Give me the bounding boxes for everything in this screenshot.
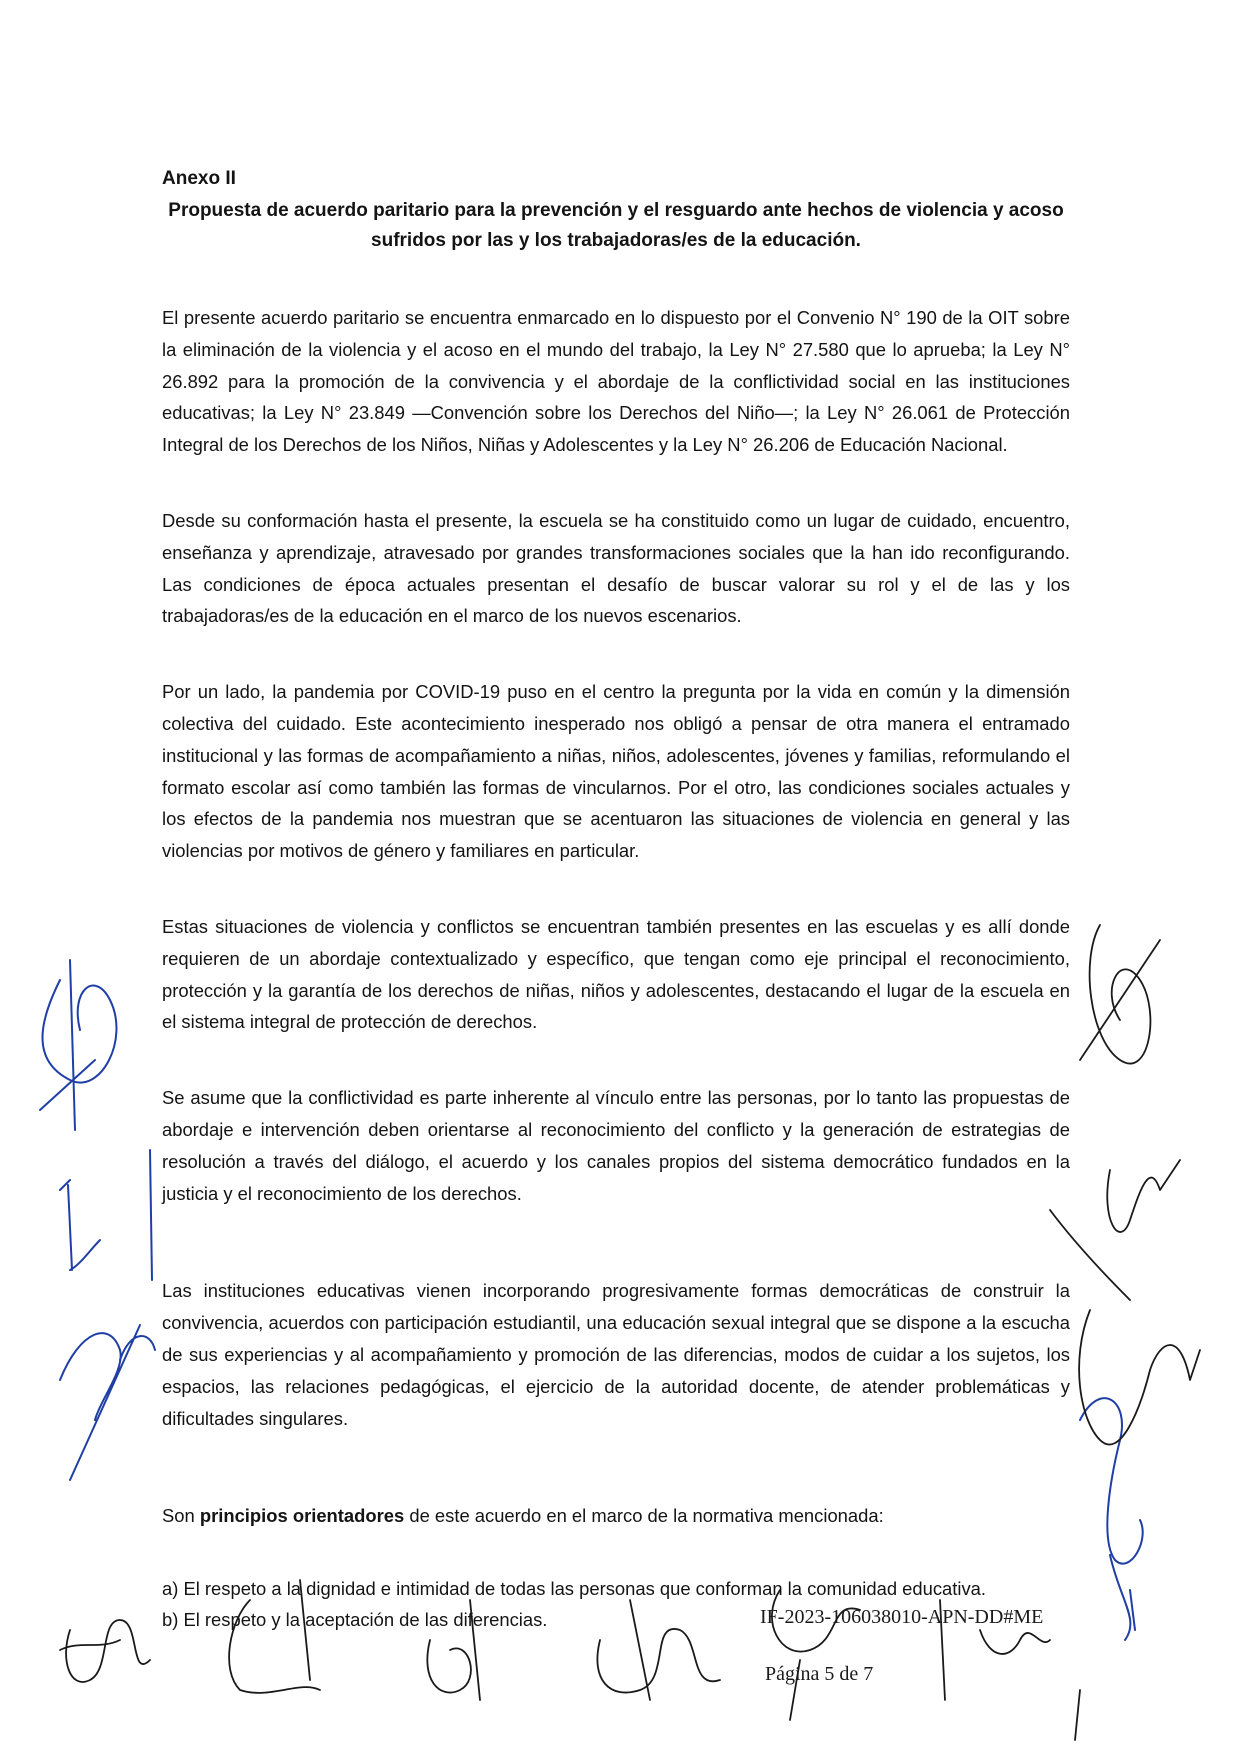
document-id: IF-2023-106038010-APN-DD#ME	[760, 1606, 1044, 1628]
document-title-line2: sufridos por las y los trabajadoras/es de la educación.	[371, 230, 861, 251]
signature-tail-line	[1075, 1690, 1080, 1740]
principles-intro-suffix: de este acuerdo en el marco de la normativa mencionada:	[404, 1505, 884, 1527]
signature-right-blue	[1080, 1398, 1143, 1640]
principles-intro-bold: principios orientadores	[199, 1505, 405, 1527]
signature-right-black-3	[1079, 1310, 1200, 1445]
principles-intro	[162, 1500, 1070, 1531]
paragraph-pandemic: Por un lado, la pandemia por COVID-19 puso en el centro la pregunta por la vida en común y la dimensión colectiva del cuidado. Este acontecimiento inesperado nos obligó a pensar de otra manera el entramado institucional y las formas de acompañamiento a niñas, niños, adolescentes, jóvenes y familias, reformulando el formato escolar así como también las formas de vincularnos. Por el otro, las condiciones sociales actuales y los efectos de la pandemia nos muestran que se acentuaron las situaciones de violencia en general y las violencias por motivos de género y familiares en particular.	[162, 681, 1070, 862]
signature-bottom-1	[60, 1620, 150, 1682]
principles-intro-prefix: Son	[162, 1505, 200, 1527]
paragraph-conflict: Se asume que la conflictividad es parte inherente al vínculo entre las personas, por lo tanto las propuestas de abordaje e intervención deben orientarse al reconocimiento del conflicto y la generación de estrategias de resolución a través del diálogo, el acuerdo y los canales propios del sistema democrático fundados en la justicia y el reconocimiento de los derechos.	[162, 1087, 1070, 1204]
page-number: Página 5 de 7	[765, 1663, 874, 1685]
document-body	[162, 168, 1070, 1635]
signature-right-black-1	[1080, 925, 1160, 1064]
annex-label: Anexo II	[162, 168, 236, 189]
paragraph-legal-framework: El presente acuerdo paritario se encuentra enmarcado en lo dispuesto por el Convenio N° 190 de la OIT sobre la eliminación de la violencia y el acoso en el mundo del trabajo, la Ley N° 27.580 que lo aprueba; la Ley N° 26.892 para la promoción de la convivencia y el abordaje de la conflictividad social en las instituciones educativas; la Ley N° 23.849 —Convención sobre los Derechos del Niño—; la Ley N° 26.061 de Protección Integral de los Derechos de los Niños, Niñas y Adolescentes y la Ley N° 26.206 de Educación Nacional.	[162, 307, 1070, 456]
document-title	[162, 196, 1070, 256]
principle-item-b: b) El respeto y la aceptación de las diferencias.	[162, 1609, 548, 1631]
paragraph-institutions: Las instituciones educativas vienen incorporando progresivamente formas democráticas de construir la convivencia, acuerdos con participación estudiantil, una educación sexual integral que se dispone a la escucha de sus experiencias y al acompañamiento y promoción de las diferencias, modos de cuidar a los sujetos, los espacios, las relaciones pedagógicas, el ejercicio de la autoridad docente, de atender problemáticas y dificultades singulares.	[162, 1280, 1070, 1429]
paragraph-school-history: Desde su conformación hasta el presente, la escuela se ha constituido como un lugar de cuidado, encuentro, enseñanza y aprendizaje, atravesado por grandes transformaciones sociales que la han ido reconfigurando. Las condiciones de época actuales presentan el desafío de buscar valorar su rol y el de las y los trabajadoras/es de la educación en el marco de los nuevos escenarios.	[162, 509, 1070, 627]
principle-item-a: a) El respeto a la dignidad e intimidad de todas las personas que conforman la comunidad educativa.	[162, 1578, 987, 1600]
document-title-line1: Propuesta de acuerdo paritario para la prevención y el resguardo ante hechos de violencia y acoso	[168, 200, 1064, 221]
paragraph-violence-in-schools: Estas situaciones de violencia y conflictos se encuentran también presentes en las escuelas y es allí donde requieren de un abordaje contextualizado y específico, que tengan como eje principal el reconocimiento, protección y la garantía de los derechos de niñas, niños y adolescentes, destacando el lugar de la escuela en el sistema integral de protección de derechos.	[162, 915, 1070, 1033]
signature-left-blue-2	[60, 1150, 152, 1280]
signature-left-blue-1	[40, 960, 116, 1130]
signature-left-blue-3	[60, 1325, 155, 1480]
